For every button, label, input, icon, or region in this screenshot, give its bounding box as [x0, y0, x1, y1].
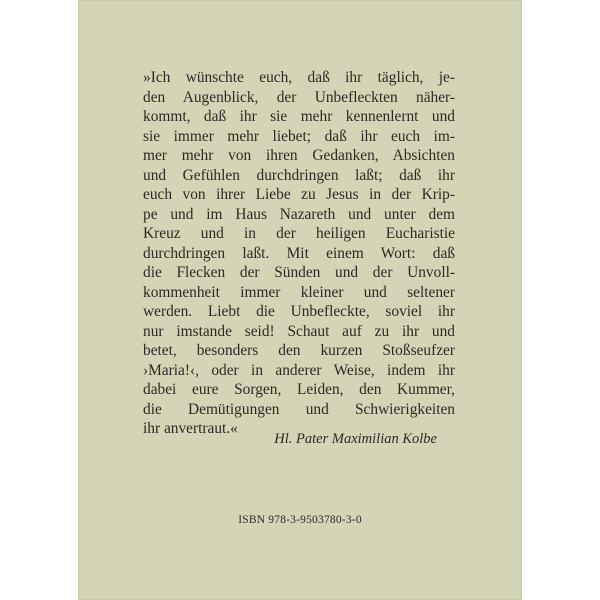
quote-line: Kreuz und in der heiligen Eucharistie	[143, 225, 455, 242]
quote-line: euch von ihrer Liebe zu Jesus in der Krip-	[143, 186, 455, 203]
quote-line: mer mehr von ihren Gedanken, Absichten	[143, 147, 455, 164]
quote-line: kommt, daß ihr sie mehr kennenlernt und	[143, 108, 455, 125]
quote-line: »Ich wünschte euch, daß ihr täglich, je-	[143, 69, 455, 86]
quote-line: ihr anvertraut.«	[143, 420, 238, 437]
quote-line: pe und im Haus Nazareth und unter dem	[143, 205, 455, 223]
quote-line: ›Maria!‹, oder in anderer Weise, indem ihr	[143, 361, 455, 379]
quote-line: betet, besonders den kurzen Stoßseufzer	[143, 342, 455, 359]
book-back-cover	[78, 0, 522, 600]
quote-line: kommenheit immer kleiner und seltener	[143, 283, 455, 301]
quote-line: werden. Liebt die Unbefleckte, soviel ihr	[143, 303, 455, 320]
quote-line: und Gefühlen durchdringen laßt; daß ihr	[143, 166, 455, 184]
quote-line: durchdringen laßt. Mit einem Wort: daß	[143, 244, 455, 262]
quote-attribution: Hl. Pater Maximilian Kolbe	[274, 431, 437, 447]
quote-block	[143, 68, 455, 439]
quote-line: die Demütigungen und Schwierigkeiten	[143, 400, 455, 418]
quote-line: sie immer mehr liebet; daß ihr euch im-	[143, 127, 455, 145]
quote-line: die Flecken der Sünden und der Unvoll-	[143, 264, 455, 281]
isbn-number: ISBN 978-3-9503780-3-0	[238, 514, 362, 526]
quote-line: den Augenblick, der Unbefleckten näher-	[143, 88, 455, 106]
quote-line: dabei eure Sorgen, Leiden, den Kummer,	[143, 381, 455, 398]
quote-line: nur imstande seid! Schaut auf zu ihr und	[143, 322, 455, 340]
